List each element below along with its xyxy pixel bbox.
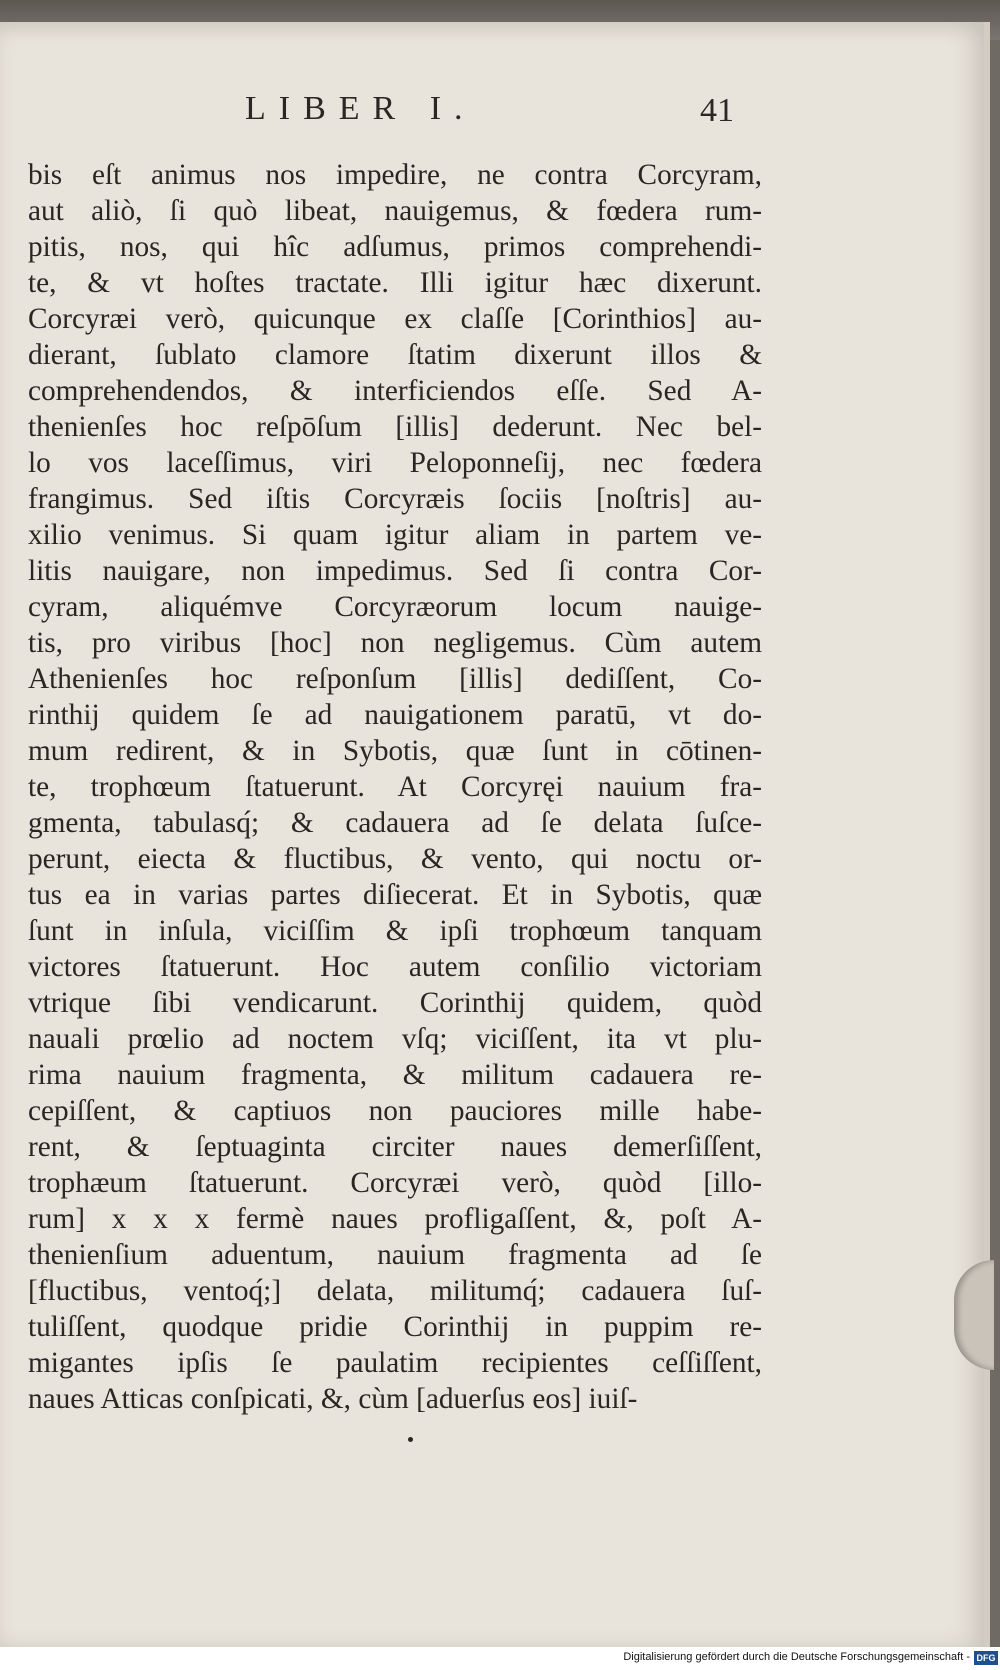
text-line: thenienſes hoc reſpōſum [illis] dederunt. Nec bel-: [28, 411, 762, 443]
text-line: frangimus. Sed iſtis Corcyræis ſociis [noſtris] au-: [28, 483, 762, 515]
text-line: lo vos laceſſimus, viri Peloponneſij, nec fœdera: [28, 447, 762, 479]
text-line: nauali prœlio ad noctem vſq; viciſſent, ita vt plu-: [28, 1023, 762, 1055]
page-tab-clip: [954, 1260, 994, 1370]
text-line: pitis, nos, qui hîc adſumus, primos comprehendi-: [28, 231, 762, 263]
text-line: rent, & ſeptuaginta circiter naues demerſiſſent,: [28, 1131, 762, 1163]
text-line: te, & vt hoſtes tractate. Illi igitur hæc dixerunt.: [28, 267, 762, 299]
text-line: mum redirent, & in Sybotis, quæ ſunt in cōtinen-: [28, 735, 762, 767]
text-line: rinthij quidem ſe ad nauigationem paratū, vt do-: [28, 699, 762, 731]
text-line: victores ſtatuerunt. Hoc autem conſilio victoriam: [28, 951, 762, 983]
running-head: [0, 90, 984, 140]
text-line: rima nauium fragmenta, & militum cadauera re-: [28, 1059, 762, 1091]
text-line: Athenienſes hoc reſponſum [illis] dediſſent, Co-: [28, 663, 762, 695]
body-text: [28, 157, 762, 1417]
text-line: gmenta, tabulasq́; & cadauera ad ſe delata ſuſce-: [28, 807, 762, 839]
text-line: vtrique ſibi vendicarunt. Corinthij quidem, quòd: [28, 987, 762, 1019]
page-number: 41: [700, 92, 734, 129]
text-line: bis eſt animus nos impedire, ne contra Corcyram,: [28, 159, 762, 191]
text-line: [fluctibus, ventoq́;] delata, militumq́; cadauera ſuſ-: [28, 1275, 762, 1307]
text-line: perunt, eiecta & fluctibus, & vento, qui noctu or-: [28, 843, 762, 875]
text-line: aut aliò, ſi quò libeat, nauigemus, & fœdera rum-: [28, 195, 762, 227]
text-line: naues Atticas conſpicati, &, cùm [aduerſus eos] iuiſ-: [28, 1383, 638, 1415]
text-line: migantes ipſis ſe paulatim recipientes ceſſiſſent,: [28, 1347, 762, 1379]
text-line: comprehendendos, & interficiendos eſſe. Sed A-: [28, 375, 762, 407]
text-line: cepiſſent, & captiuos non pauciores mille habe-: [28, 1095, 762, 1127]
text-line: trophæum ſtatuerunt. Corcyræi verò, quòd [illo-: [28, 1167, 762, 1199]
dfg-logo: DFG: [974, 1651, 998, 1665]
text-line: thenienſium aduentum, nauium fragmenta ad ſe: [28, 1239, 762, 1271]
text-line: litis nauigare, non impedimus. Sed ſi contra Cor-: [28, 555, 762, 587]
text-line: tus ea in varias partes diſiecerat. Et in Sybotis, quæ: [28, 879, 762, 911]
funding-credit: Digitalisierung gefördert durch die Deutsche Forschungsgemeinschaft -: [623, 1651, 970, 1663]
running-head-title: LIBER I.: [245, 90, 476, 127]
text-line: rum] x x x fermè naues profligaſſent, &, poſt A-: [28, 1203, 762, 1235]
text-line: tis, pro viribus [hoc] non negligemus. Cùm autem: [28, 627, 762, 659]
text-line: tuliſſent, quodque pridie Corinthij in puppim re-: [28, 1311, 762, 1343]
text-line: Corcyræi verò, quicunque ex claſſe [Corinthios] au-: [28, 303, 762, 335]
text-line: xilio venimus. Si quam igitur aliam in partem ve-: [28, 519, 762, 551]
text-line: cyram, aliquémve Corcyræorum locum nauige-: [28, 591, 762, 623]
text-line: ſunt in inſula, viciſſim & ipſi trophœum tanquam: [28, 915, 762, 947]
text-line: dierant, ſublato clamore ſtatim dixerunt illos &: [28, 339, 762, 371]
ink-speck: [408, 1437, 413, 1442]
book-page: [0, 22, 990, 1647]
footer-strip: [0, 1647, 1000, 1670]
text-line: te, trophœum ſtatuerunt. At Corcyręi nauium fra-: [28, 771, 762, 803]
